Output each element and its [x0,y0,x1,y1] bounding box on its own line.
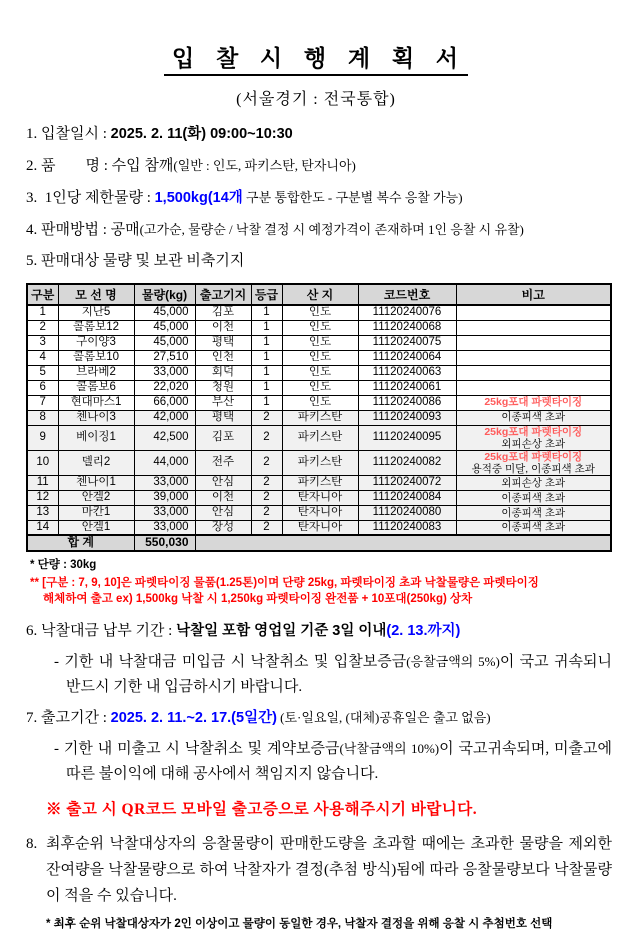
item-label: 1인당 제한물량 : [37,190,155,206]
remark-cell [456,335,611,350]
shipping-warning: - 기한 내 미출고 시 낙찰취소 및 계약보증금(낙찰금액의 10%)이 국고귀속되며, 미출고에 따른 불이익에 대해 공사에서 책임지지 않습니다. [54,741,612,783]
table-row: 12 안겔2 39,000 이천 2 탄자니아 11120240084 이종피색 초과 [27,490,611,505]
table-row: 6 콜롬보6 22,020 청원 1 인도 11120240061 [27,380,611,395]
pallet-note-line2: 해체하여 출고 ex) 1,500kg 낙찰 시 1,250kg 파렛타이징 완전품 + 10포대(250kg) 상차 [43,593,473,606]
pallet-note-line1: ** [구분 : 7, 9, 10]은 파렛타이징 물품(1.25톤)이며 단량 25kg, 파렛타이징 초과 낙찰물량은 파렛타이징 [30,577,539,590]
item-label: 판매대상 물량 및 보관 비축기지 [37,253,245,269]
section-number: 7. [26,710,38,727]
section-label: 출고기간 : [37,710,111,727]
page-title: 입 찰 시 행 계 획 서 [164,40,468,76]
section-shipping-period [26,708,616,819]
table-row: 3 구이양3 45,000 평택 1 인도 11120240075 [27,335,611,350]
page-subtitle: (서울경기 : 전국통합) [236,91,396,108]
item-number: 3. [26,190,38,206]
item-label: 입찰일시 : [37,126,111,142]
item-product-name [26,156,616,176]
item-quantity-limit [26,188,616,208]
payment-deadline-date: (2. 13.까지) [386,623,461,640]
remark-cell: 이종피색 초과 [456,520,611,535]
remark-cell: 25kg포대 파렛타이징 외피손상 초과 [456,425,611,450]
sales-quantity-table [26,283,612,552]
payment-deadline-bold: 낙찰일 포함 영업일 기준 3일 이내 [176,623,387,640]
remark-cell [456,380,611,395]
item-number: 2. [26,158,38,174]
remark-cell: 25kg포대 파렛타이징 용적중 미달, 이종피색 초과 [456,450,611,475]
lottery-rule-text: 최후순위 낙찰대상자의 응찰물량이 판매한도량을 초과할 때에는 초과한 물량을 제외한 잔여량을 낙찰물량으로 하여 낙찰자가 결정(추첨 방식)됨에 따라 응찰물량보다 낙찰물량이 적을 수 있습니다. [46,836,612,905]
remark-cell [456,305,611,320]
payment-warning: - 기한 내 낙찰대금 미입금 시 낙찰취소 및 입찰보증금(응찰금액의 5%)이 국고 귀속되니 반드시 기한 내 입금하시기 바랍니다. [54,654,612,696]
column-header: 비고 [456,284,611,305]
column-header: 등급 [251,284,282,305]
table-row: 1 지난5 45,000 김포 1 인도 11120240076 [27,305,611,320]
remark-cell [456,365,611,380]
table-row: 7 현대마스1 66,000 부산 1 인도 11120240086 25kg포대 파렛타이징 [27,395,611,410]
item-number: 1. [26,126,38,142]
method-detail: (고가순, 물량순 / 낙찰 결정 시 예정가격이 존재하며 1인 응찰 시 유찰) [139,222,524,237]
item-number: 5. [26,253,38,269]
table-row: 4 콜롬보10 27,510 인천 1 인도 11120240064 [27,350,611,365]
limit-value: 1,500kg(14개 [154,190,243,206]
lottery-footnote: * 최후 순위 낙찰대상자가 2인 이상이고 물량이 동일한 경우, 낙찰자 결정을 위해 응찰 시 추첨번호 선택 [46,918,553,931]
table-total-row: 합 계 550,030 [27,535,611,551]
remark-cell: 이종피색 초과 [456,505,611,520]
remark-cell [456,320,611,335]
section-lottery-rule [26,831,612,909]
qr-notice: ※ 출고 시 QR코드 모바일 출고증으로 사용해주시기 바랍니다. [46,801,478,819]
table-row: 11 첸나이1 33,000 안심 2 파키스탄 11120240072 외피손상 초과 [27,475,611,490]
table-row: 9 베이징1 42,500 김포 2 파키스탄 11120240095 25kg포대 파렛타이징 외피손상 초과 [27,425,611,450]
bid-table-body [27,305,611,551]
shipping-period-date: 2025. 2. 11.~2. 17.(5일간) [110,710,277,727]
remark-cell [456,350,611,365]
section-number: 6. [26,623,38,640]
table-row: 10 델리2 44,000 전주 2 파키스탄 11120240082 25kg포대 파렛타이징 용적중 미달, 이종피색 초과 [27,450,611,475]
section-label: 낙찰대금 납부 기간 : [37,623,177,640]
table-header-row [27,284,611,305]
column-header: 산 지 [282,284,358,305]
remark-cell: 이종피색 초과 [456,410,611,425]
table-row: 8 첸나이3 42,000 평택 2 파키스탄 11120240093 이종피색 초과 [27,410,611,425]
column-header: 구분 [27,284,58,305]
product-detail: (일반 : 인도, 파키스탄, 탄자니아) [173,158,356,173]
remark-cell: 이종피색 초과 [456,490,611,505]
limit-detail: 구분 통합한도 - 구분별 복수 응찰 가능) [242,190,463,205]
column-header: 코드번호 [358,284,456,305]
bid-datetime-value: 2025. 2. 11(화) 09:00~10:30 [110,126,293,142]
table-footnotes [30,556,616,607]
remark-cell: 25kg포대 파렛타이징 [456,395,611,410]
remark-cell: 외피손상 초과 [456,475,611,490]
table-row: 13 마칸1 33,000 안심 2 탄자니아 11120240080 이종피색 초과 [27,505,611,520]
column-header: 모 선 명 [58,284,134,305]
unit-note: * 단량 : 30kg [30,559,97,572]
table-row: 2 콜롬보12 45,000 이천 1 인도 11120240068 [27,320,611,335]
item-sales-method [26,220,616,240]
item-number: 4. [26,222,38,238]
shipping-period-note: (토·일요일, (대체)공휴일은 출고 없음) [276,710,491,726]
section-payment-period [26,621,616,700]
item-sales-target [26,252,616,271]
section-number: 8. [26,836,38,853]
column-header: 물량(kg) [134,284,195,305]
item-bid-datetime [26,125,616,144]
table-row: 14 안겔1 33,000 장성 2 탄자니아 11120240083 이종피색 초과 [27,520,611,535]
table-row: 5 브라베2 33,000 회덕 1 인도 11120240063 [27,365,611,380]
item-label: 판매방법 : 공매 [37,222,140,238]
item-label: 품 명 : 수입 참깨 [37,158,174,174]
column-header: 출고기지 [195,284,251,305]
